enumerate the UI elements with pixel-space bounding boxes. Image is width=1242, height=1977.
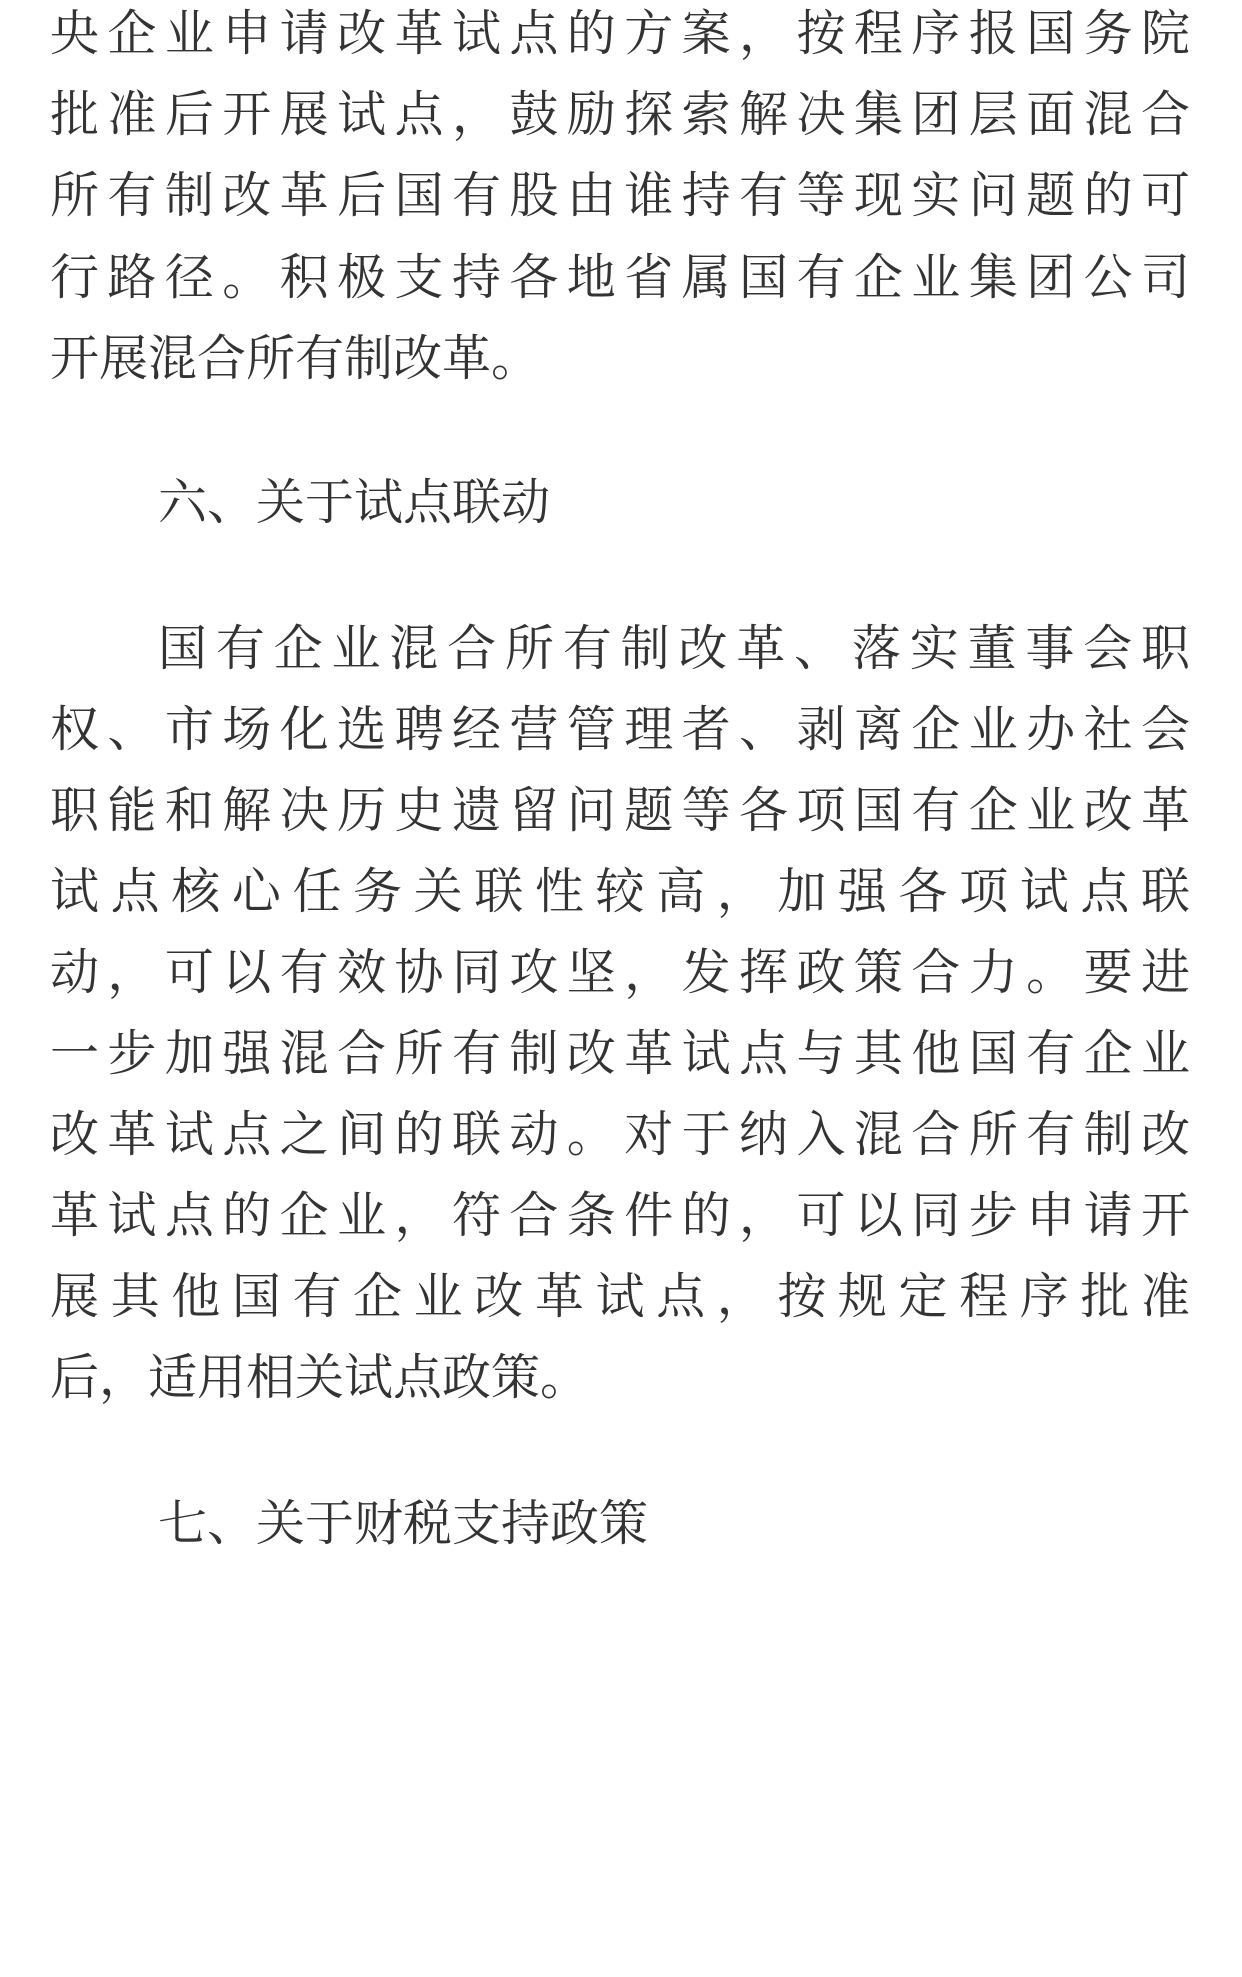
text-line: 开展混合所有制改革。 [50,330,541,387]
text-line: 批准后开展试点，鼓励探索解决集团层面混合 [50,86,1190,143]
text-line: 试点核心任务关联性较高，加强各项试点联 [50,863,1190,920]
section-heading-7: 七、关于财税支持政策 [158,1495,649,1552]
text-line: 展其他国有企业改革试点，按规定程序批准 [50,1268,1190,1325]
text-line: 权、市场化选聘经营管理者、剥离企业办社会 [50,701,1190,758]
text-line: 职能和解决历史遗留问题等各项国有企业改革 [50,782,1190,839]
text-line: 一步加强混合所有制改革试点与其他国有企业 [50,1025,1190,1082]
text-line: 革试点的企业，符合条件的，可以同步申请开 [50,1187,1190,1244]
text-line: 动，可以有效协同攻坚，发挥政策合力。要进 [50,944,1190,1001]
text-line: 央企业申请改革试点的方案，按程序报国务院 [50,5,1190,62]
text-line: 改革试点之间的联动。对于纳入混合所有制改 [50,1106,1190,1163]
text-line: 所有制改革后国有股由谁持有等现实问题的可 [50,167,1190,224]
section-heading-6: 六、关于试点联动 [158,474,551,531]
text-line: 行路径。积极支持各地省属国有企业集团公司 [50,249,1190,306]
text-line: 国有企业混合所有制改革、落实董事会职 [158,620,1190,677]
text-line: 后，适用相关试点政策。 [50,1349,590,1406]
